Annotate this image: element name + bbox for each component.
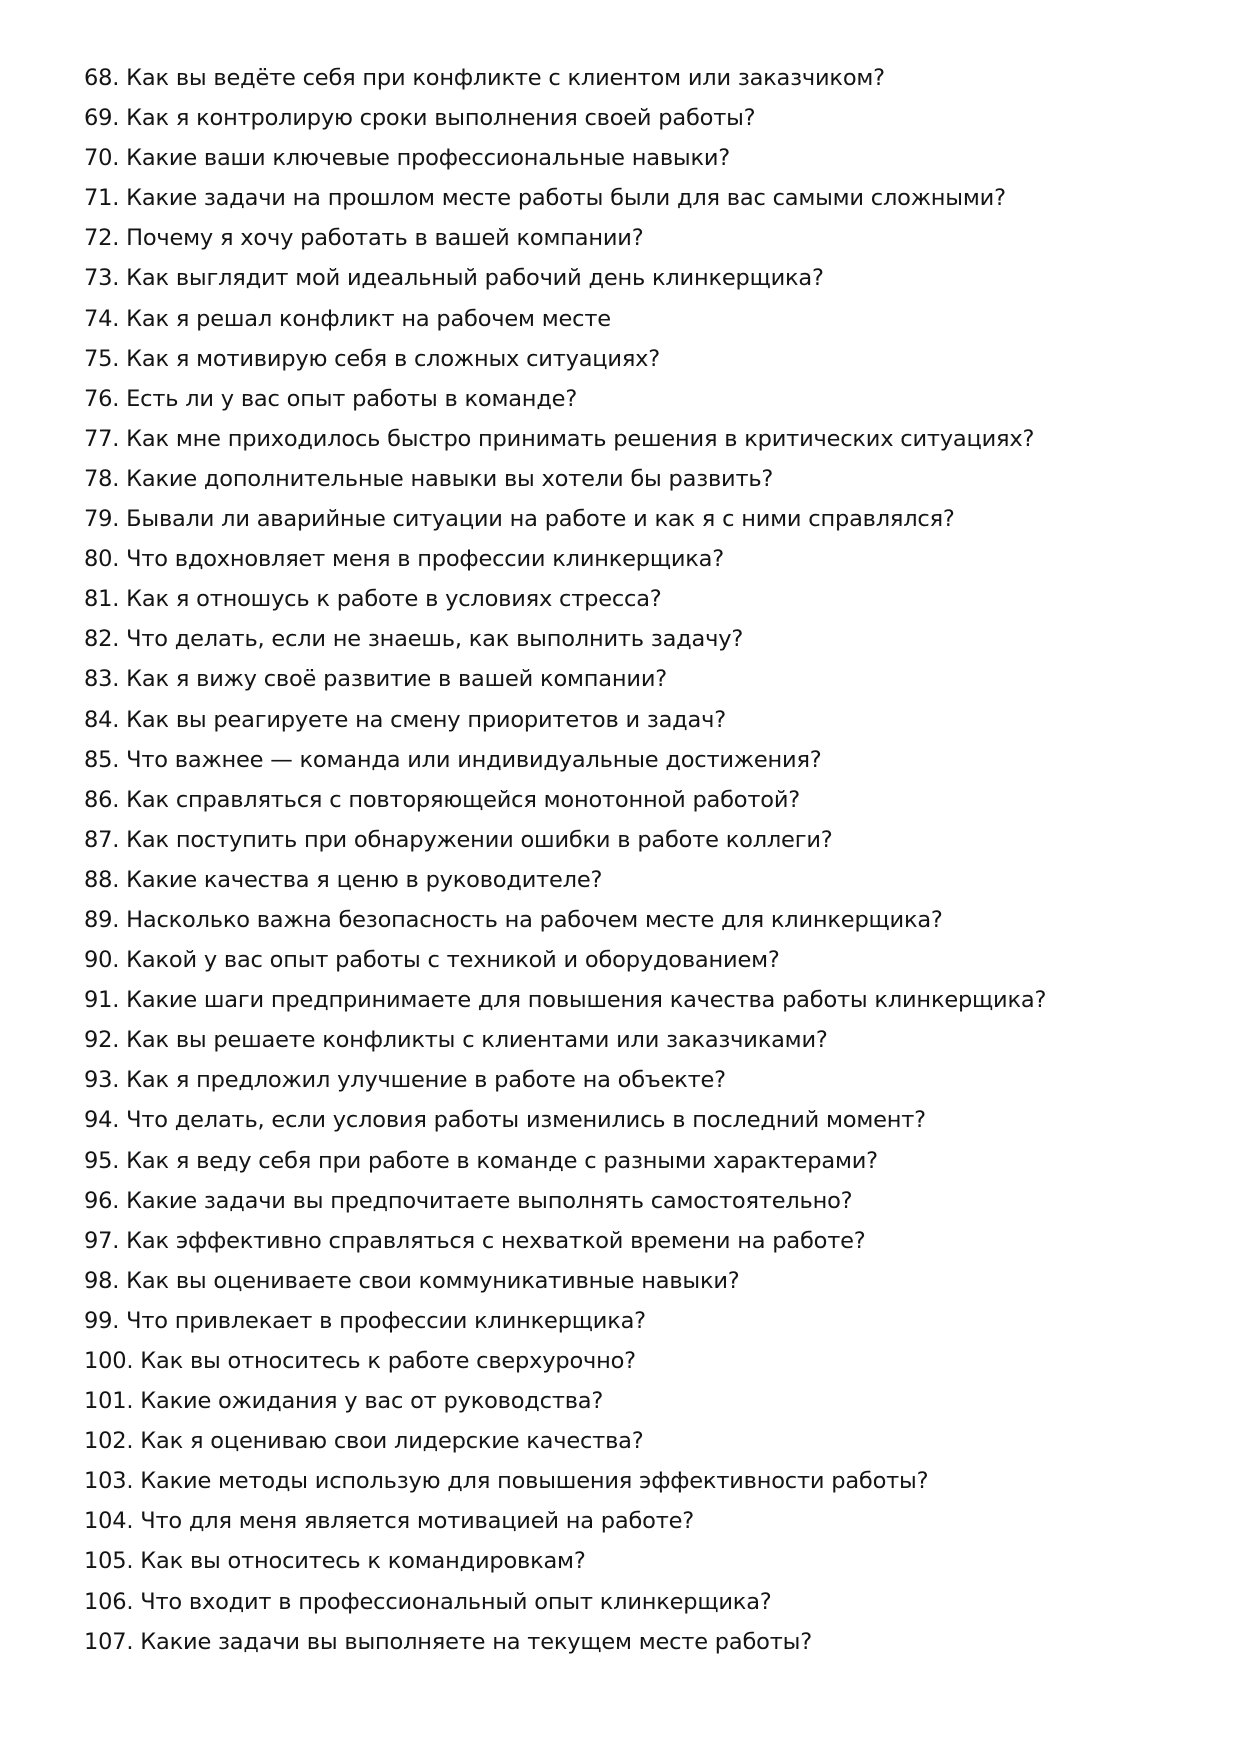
question-number: 98. <box>84 1267 120 1294</box>
question-text: Что делать, если условия работы изменились в последний момент? <box>126 1107 926 1134</box>
question-number: 77. <box>84 425 120 452</box>
list-item <box>84 745 1184 785</box>
list-item <box>84 1546 1184 1586</box>
question-number: 71. <box>84 185 120 212</box>
question-number: 69. <box>84 105 120 132</box>
list-item <box>84 825 1184 865</box>
question-text: Как эффективно справляться с нехваткой времени на работе? <box>126 1227 866 1254</box>
question-text: Что для меня является мотивацией на работе? <box>140 1508 695 1535</box>
list-item <box>84 1226 1184 1266</box>
list-item <box>84 1306 1184 1346</box>
list-item <box>84 664 1184 704</box>
list-item <box>84 1466 1184 1506</box>
question-text: Что важнее — команда или индивидуальные достижения? <box>126 746 822 773</box>
list-item <box>84 705 1184 745</box>
question-text: Что вдохновляет меня в профессии клинкерщика? <box>126 546 725 573</box>
question-text: Какие задачи вы выполняете на текущем месте работы? <box>140 1628 812 1655</box>
list-item <box>84 624 1184 664</box>
question-number: 99. <box>84 1307 120 1334</box>
question-text: Как поступить при обнаружении ошибки в работе коллеги? <box>126 826 833 853</box>
list-item <box>84 1186 1184 1226</box>
list-item <box>84 1506 1184 1546</box>
question-number: 73. <box>84 265 120 292</box>
question-text: Какие ожидания у вас от руководства? <box>140 1388 604 1415</box>
list-item <box>84 424 1184 464</box>
question-text: Как я мотивирую себя в сложных ситуациях? <box>126 345 661 372</box>
question-text: Как я оцениваю свои лидерские качества? <box>140 1428 644 1455</box>
list-item <box>84 544 1184 584</box>
question-text: Как я контролирую сроки выполнения своей работы? <box>126 105 756 132</box>
question-number: 85. <box>84 746 120 773</box>
list-item <box>84 1146 1184 1186</box>
question-number: 105. <box>84 1548 134 1575</box>
question-number: 100. <box>84 1348 134 1374</box>
question-text: Какие качества я ценю в руководителе? <box>126 866 603 893</box>
question-text: Что привлекает в профессии клинкерщика? <box>126 1307 646 1334</box>
question-number: 87. <box>84 826 120 853</box>
question-text: Как выглядит мой идеальный рабочий день клинкерщика? <box>126 265 824 292</box>
question-text: Как я отношусь к работе в условиях стресса? <box>126 586 662 613</box>
list-item <box>84 865 1184 905</box>
question-number: 89. <box>84 906 120 933</box>
list-item <box>84 464 1184 504</box>
question-number: 103. <box>84 1468 134 1495</box>
question-text: Как я предложил улучшение в работе на объекте? <box>126 1067 726 1094</box>
question-text: Насколько важна безопасность на рабочем месте для клинкерщика? <box>126 906 943 933</box>
question-number: 80. <box>84 546 120 573</box>
question-text: Как вы ведёте себя при конфликте с клиентом или заказчиком? <box>126 65 885 91</box>
list-item <box>84 1105 1184 1145</box>
list-item <box>84 584 1184 624</box>
question-number: 76. <box>84 385 120 412</box>
list-item <box>84 1266 1184 1306</box>
question-number: 107. <box>84 1628 134 1655</box>
question-number: 68. <box>84 65 120 91</box>
question-text: Как справляться с повторяющейся монотонной работой? <box>126 786 801 813</box>
list-item <box>84 103 1184 143</box>
list-item <box>84 1386 1184 1426</box>
list-item <box>84 304 1184 344</box>
list-item <box>84 1627 1184 1667</box>
list-item <box>84 905 1184 945</box>
question-text: Как вы оцениваете свои коммуникативные навыки? <box>126 1267 740 1294</box>
list-item <box>84 1346 1184 1386</box>
list-item <box>84 945 1184 985</box>
question-number: 104. <box>84 1508 134 1535</box>
question-number: 86. <box>84 786 120 813</box>
question-text: Как вы реагируете на смену приоритетов и задач? <box>126 706 726 733</box>
list-item <box>84 785 1184 825</box>
question-number: 75. <box>84 345 120 372</box>
question-number: 91. <box>84 987 120 1014</box>
question-number: 102. <box>84 1428 134 1455</box>
question-text: Какие шаги предпринимаете для повышения качества работы клинкерщика? <box>126 987 1047 1014</box>
question-number: 92. <box>84 1027 120 1054</box>
list-item <box>84 63 1184 103</box>
question-text: Как я вижу своё развитие в вашей компании? <box>126 666 667 693</box>
question-text: Какие задачи вы предпочитаете выполнять самостоятельно? <box>126 1187 853 1214</box>
list-item <box>84 985 1184 1025</box>
question-number: 83. <box>84 666 120 693</box>
question-text: Как я решал конфликт на рабочем месте <box>126 305 611 332</box>
question-number: 70. <box>84 145 120 172</box>
question-number: 74. <box>84 305 120 332</box>
question-text: Как вы относитесь к командировкам? <box>140 1548 586 1575</box>
question-number: 95. <box>84 1147 120 1174</box>
question-text: Как вы относитесь к работе сверхурочно? <box>140 1348 636 1374</box>
question-number: 101. <box>84 1388 134 1415</box>
question-text: Какие методы использую для повышения эффективности работы? <box>140 1468 929 1495</box>
question-number: 82. <box>84 626 120 653</box>
question-text: Как вы решаете конфликты с клиентами или заказчиками? <box>126 1027 828 1054</box>
list-item <box>84 504 1184 544</box>
question-text: Какие ваши ключевые профессиональные навыки? <box>126 145 731 172</box>
question-number: 90. <box>84 947 120 974</box>
list-item <box>84 1065 1184 1105</box>
question-number: 106. <box>84 1588 134 1615</box>
list-item <box>84 143 1184 183</box>
question-text: Бывали ли аварийные ситуации на работе и как я с ними справлялся? <box>126 506 955 533</box>
question-list <box>84 63 1184 1667</box>
question-number: 93. <box>84 1067 120 1094</box>
question-text: Какие дополнительные навыки вы хотели бы развить? <box>126 465 774 492</box>
question-number: 96. <box>84 1187 120 1214</box>
question-text: Что входит в профессиональный опыт клинкерщика? <box>140 1588 772 1615</box>
question-number: 72. <box>84 225 120 252</box>
list-item <box>84 384 1184 424</box>
question-number: 79. <box>84 506 120 533</box>
list-item <box>84 223 1184 263</box>
list-item <box>84 183 1184 223</box>
question-text: Почему я хочу работать в вашей компании? <box>126 225 644 252</box>
question-number: 88. <box>84 866 120 893</box>
question-number: 81. <box>84 586 120 613</box>
question-text: Что делать, если не знаешь, как выполнить задачу? <box>126 626 744 653</box>
question-text: Как я веду себя при работе в команде с разными характерами? <box>126 1147 878 1174</box>
list-item <box>84 344 1184 384</box>
question-text: Есть ли у вас опыт работы в команде? <box>126 385 578 412</box>
list-item <box>84 1426 1184 1466</box>
question-text: Какие задачи на прошлом месте работы были для вас самыми сложными? <box>126 185 1006 212</box>
list-item <box>84 1587 1184 1627</box>
question-number: 78. <box>84 465 120 492</box>
list-item <box>84 263 1184 303</box>
question-number: 94. <box>84 1107 120 1134</box>
question-text: Как мне приходилось быстро принимать решения в критических ситуациях? <box>126 425 1035 452</box>
question-number: 97. <box>84 1227 120 1254</box>
question-number: 84. <box>84 706 120 733</box>
question-text: Какой у вас опыт работы с техникой и оборудованием? <box>126 947 780 974</box>
list-item <box>84 1025 1184 1065</box>
